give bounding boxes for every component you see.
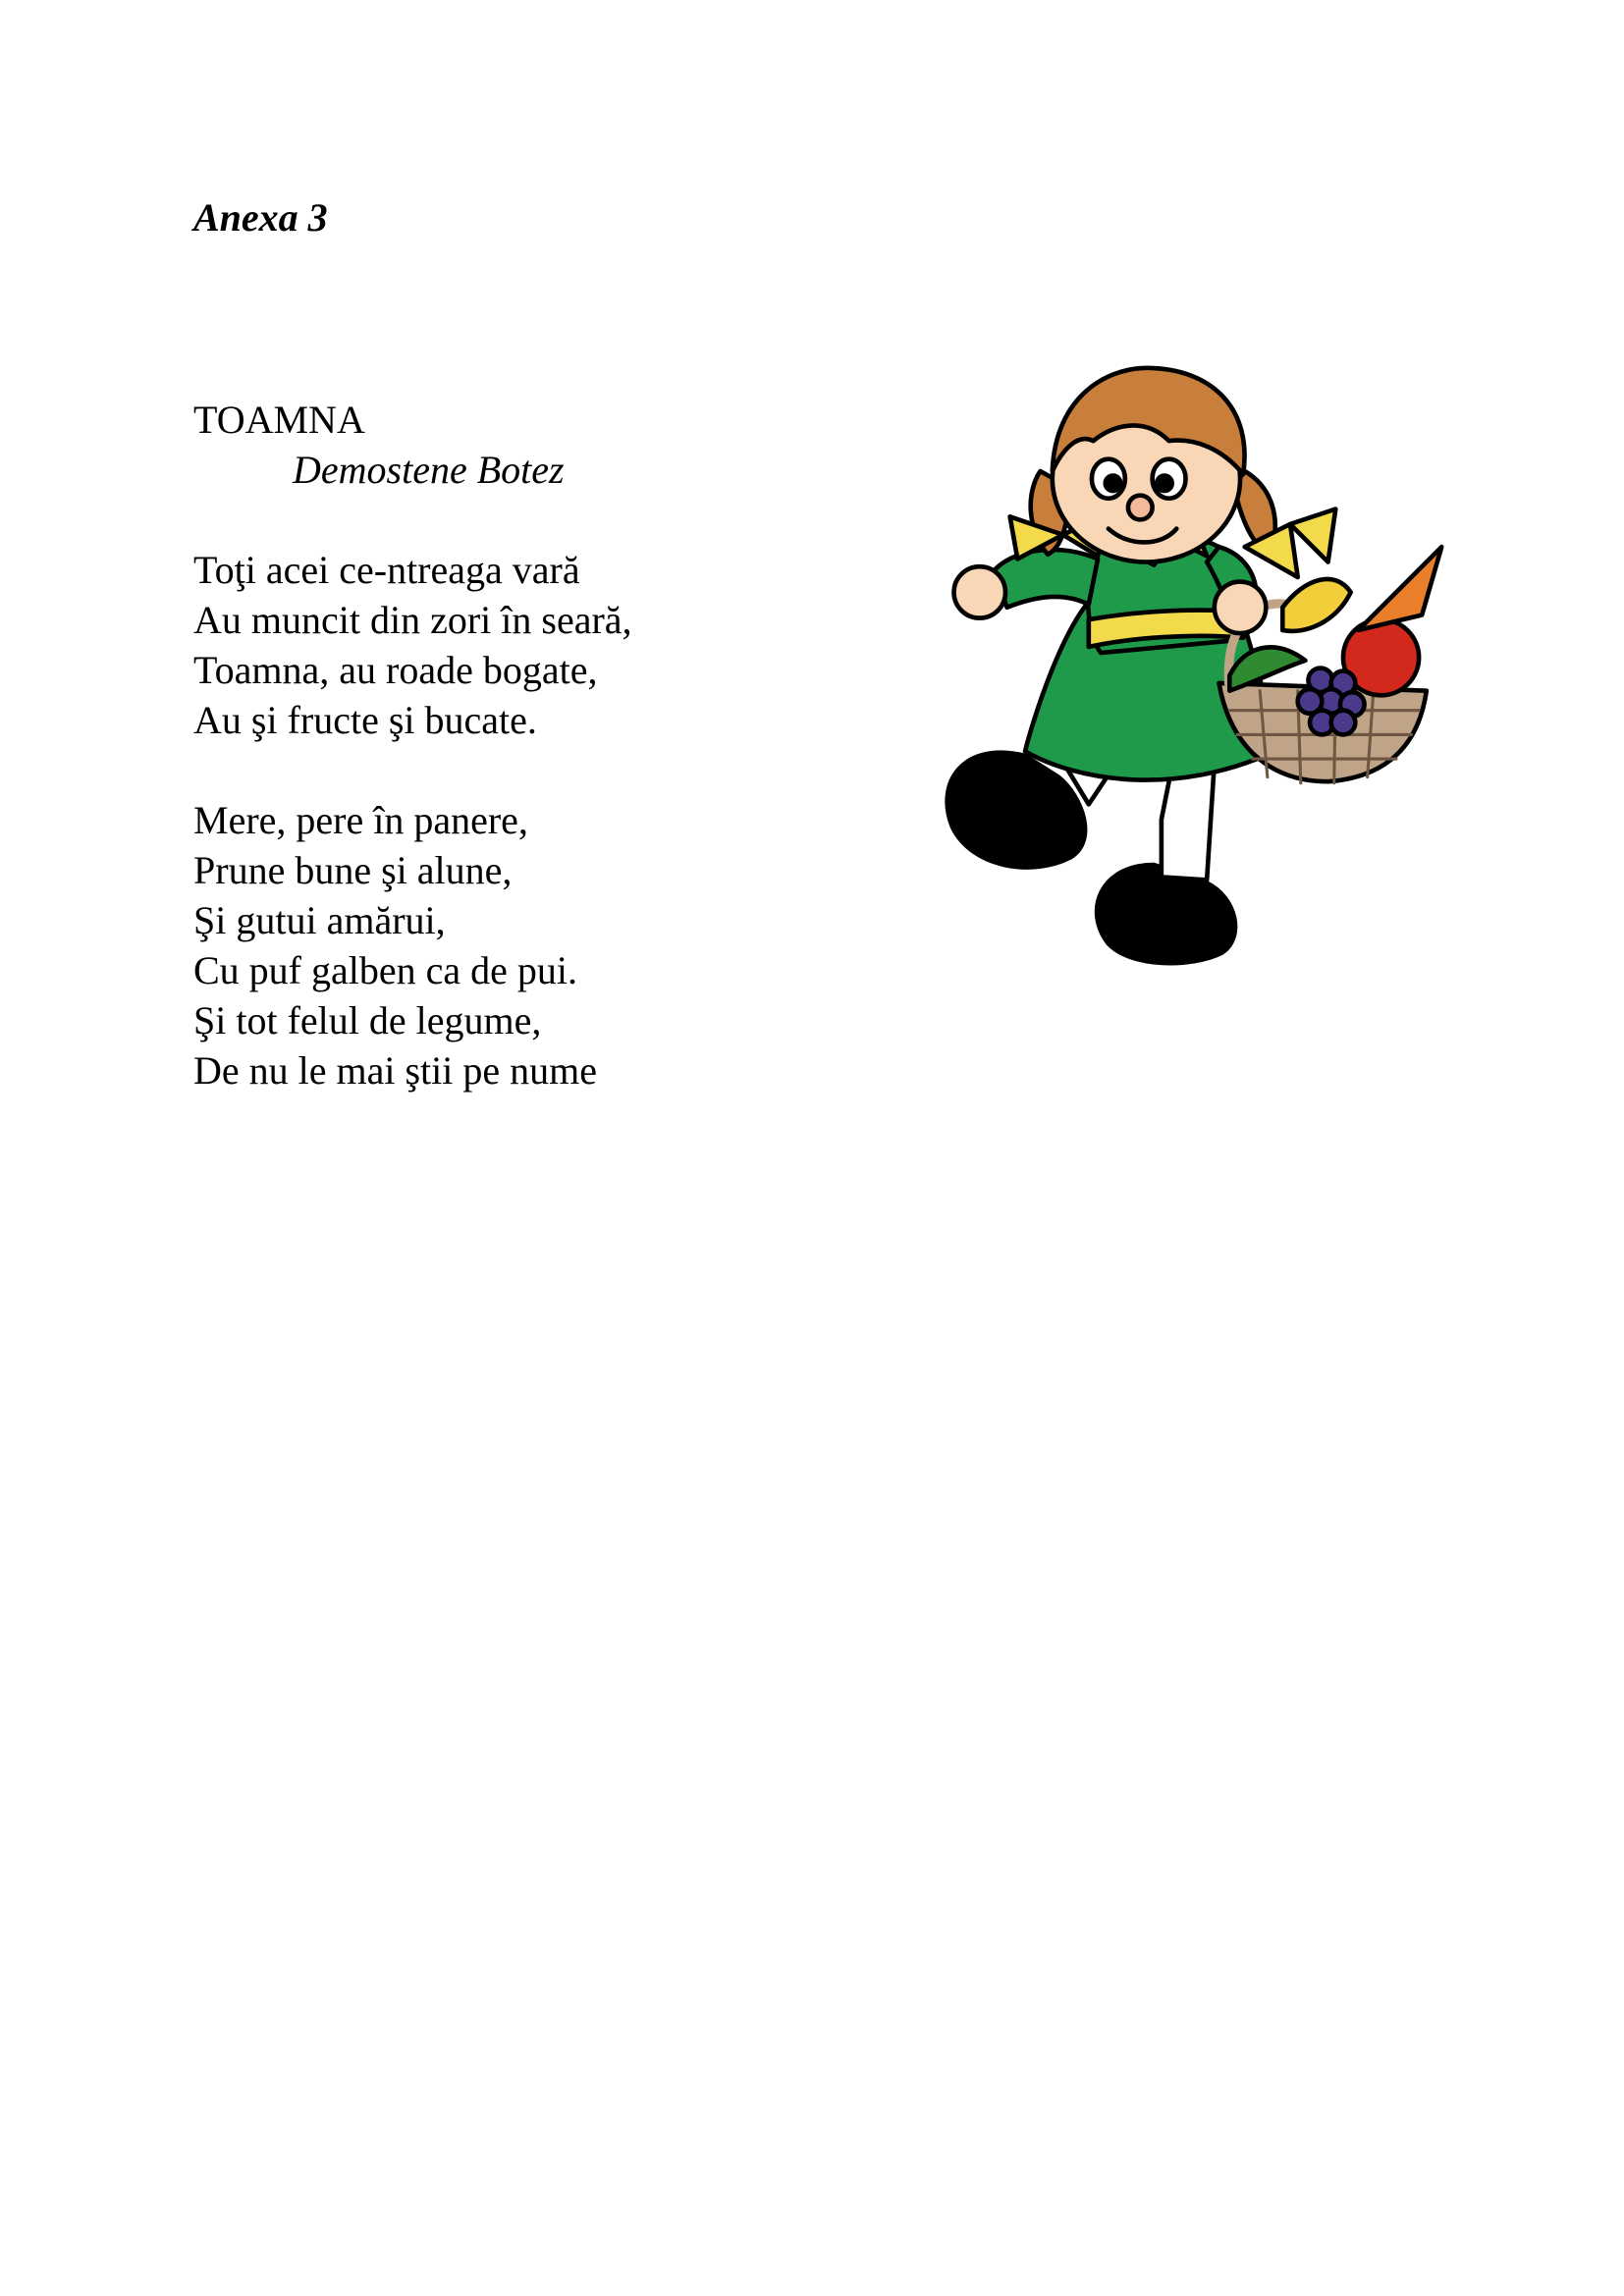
poem [193,395,632,1095]
girl-with-harvest-basket-icon [919,365,1555,1147]
poem-author: Demostene Botez [293,448,565,492]
annex-label: Anexa 3 [193,195,328,240]
stanza-2 [193,795,632,1095]
verse-line: Au muncit din zori în seară, [193,598,632,642]
nose [1128,496,1153,520]
carrot [1358,547,1441,630]
verse-line: De nu le mai ştii pe nume [193,1048,598,1093]
stanza-1 [193,545,632,745]
verse-line: Şi tot felul de legume, [193,998,542,1042]
left-arm [995,550,1098,608]
verse-line: Mere, pere în panere, [193,798,528,842]
verse-line: Cu puf galben ca de pui. [193,948,577,992]
poem-title: TOAMNA [193,398,365,442]
verse-line: Toamna, au roade bogate, [193,648,598,692]
left-hand [954,566,1005,617]
verse-line: Toţi acei ce-ntreaga vară [193,548,580,592]
right-shoe [1097,865,1235,963]
verse-line: Au şi fructe şi bucate. [193,698,537,742]
verse-line: Prune bune şi alune, [193,848,513,892]
right-hand [1215,582,1266,633]
verse-line: Şi gutui amărui, [193,898,446,942]
corn [1282,579,1350,631]
